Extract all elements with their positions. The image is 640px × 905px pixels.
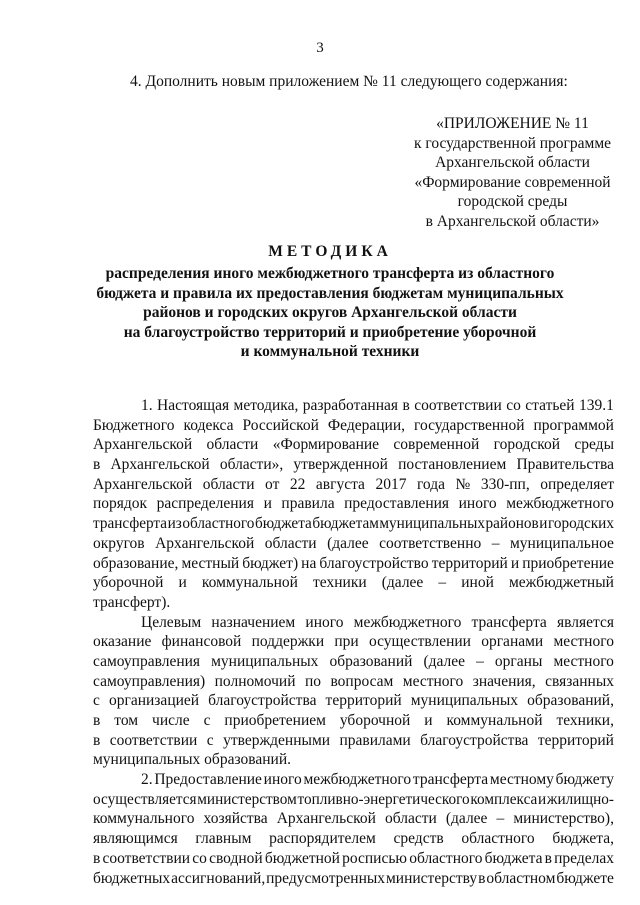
body-line: в Архангельской области», утвержденной постановлением Правительства: [93, 456, 614, 474]
body-line: Бюджетного кодекса Российской Федерации, государственной программой: [93, 416, 614, 434]
appendix-line: в Архангельской области»: [425, 212, 600, 230]
body-line: бюджетных ассигнований, предусмотренных министерству в областном бюджете: [93, 869, 614, 887]
subtitle-line: на благоустройство территорий и приобретение уборочной: [123, 323, 537, 341]
subtitle-line: и коммунальной техники: [240, 343, 420, 360]
body-line: порядок распределения и правила предоставления иного межбюджетного: [93, 495, 614, 513]
appendix-line: к государственной программе: [413, 134, 612, 152]
body-line: в соответствии с утвержденными правилами благоустройства территорий: [93, 731, 614, 749]
body-line: 2. Предоставление иного межбюджетного трансферта местному бюджету: [141, 771, 614, 789]
document-subtitle: [60, 264, 600, 362]
body-line: трансферта из областного бюджета бюджетам муниципальных районов и городских: [93, 515, 614, 533]
body-line: осуществляется министерством топливно-энергетического комплекса и жилищно-: [93, 790, 614, 808]
body-line: округов Архангельской области (далее соответственно – муниципальное: [93, 534, 614, 552]
body-line: самоуправления) полномочий по вопросам местного значения, связанных: [93, 672, 614, 690]
body-line: с организацией благоустройства территорий муниципальных образований,: [93, 692, 614, 710]
subtitle-line: районов и городских округов Архангельской области: [143, 304, 517, 321]
body-line: Архангельской области от 22 августа 2017 года № 330-пп, определяет: [93, 475, 614, 493]
appendix-line: городской среды: [457, 193, 568, 211]
subtitle-line: распределения иного межбюджетного трансферта из областного: [105, 265, 555, 282]
body-line: Архангельской области «Формирование современной городской среды: [93, 436, 614, 454]
body-line: в соответствии со сводной бюджетной росписью областного бюджета в пределах: [93, 849, 614, 867]
body-line: Целевым назначением иного межбюджетного трансферта является: [141, 613, 614, 631]
appendix-line: «Формирование современной: [414, 173, 611, 191]
body-line: уборочной и коммунальной техники (далее – иной межбюджетный: [93, 574, 614, 592]
document-title: МЕТОДИКА: [268, 243, 392, 260]
body-line: в том числе с приобретением уборочной и коммунальной техники,: [93, 712, 614, 729]
body-line: муниципальных образований.: [93, 751, 291, 769]
subtitle-line: бюджета и правила их предоставления бюджетам муниципальных: [96, 284, 564, 302]
body-line: коммунального хозяйства Архангельской области (далее – министерство),: [93, 810, 614, 828]
body-line: трансферт).: [93, 593, 171, 611]
appendix-line: «ПРИЛОЖЕНИЕ № 11: [436, 115, 589, 132]
intro-paragraph: 4. Дополнить новым приложением № 11 следующего содержания:: [130, 73, 568, 90]
body-line: 1. Настоящая методика, разработанная в соответствии со статьей 139.1: [141, 397, 614, 414]
body-line: самоуправления муниципальных образований (далее – органы местного: [93, 652, 614, 670]
body-line: являющимся главным распорядителем средств областного бюджета,: [93, 830, 614, 848]
body-line: образование, местный бюджет) на благоустройство территорий и приобретение: [93, 554, 614, 572]
body-text: [93, 396, 614, 888]
body-line: оказание финансовой поддержки при осуществлении органами местного: [93, 633, 614, 651]
appendix-header: [395, 114, 630, 232]
page-number: 3: [316, 40, 324, 56]
appendix-line: Архангельской области: [435, 154, 590, 172]
